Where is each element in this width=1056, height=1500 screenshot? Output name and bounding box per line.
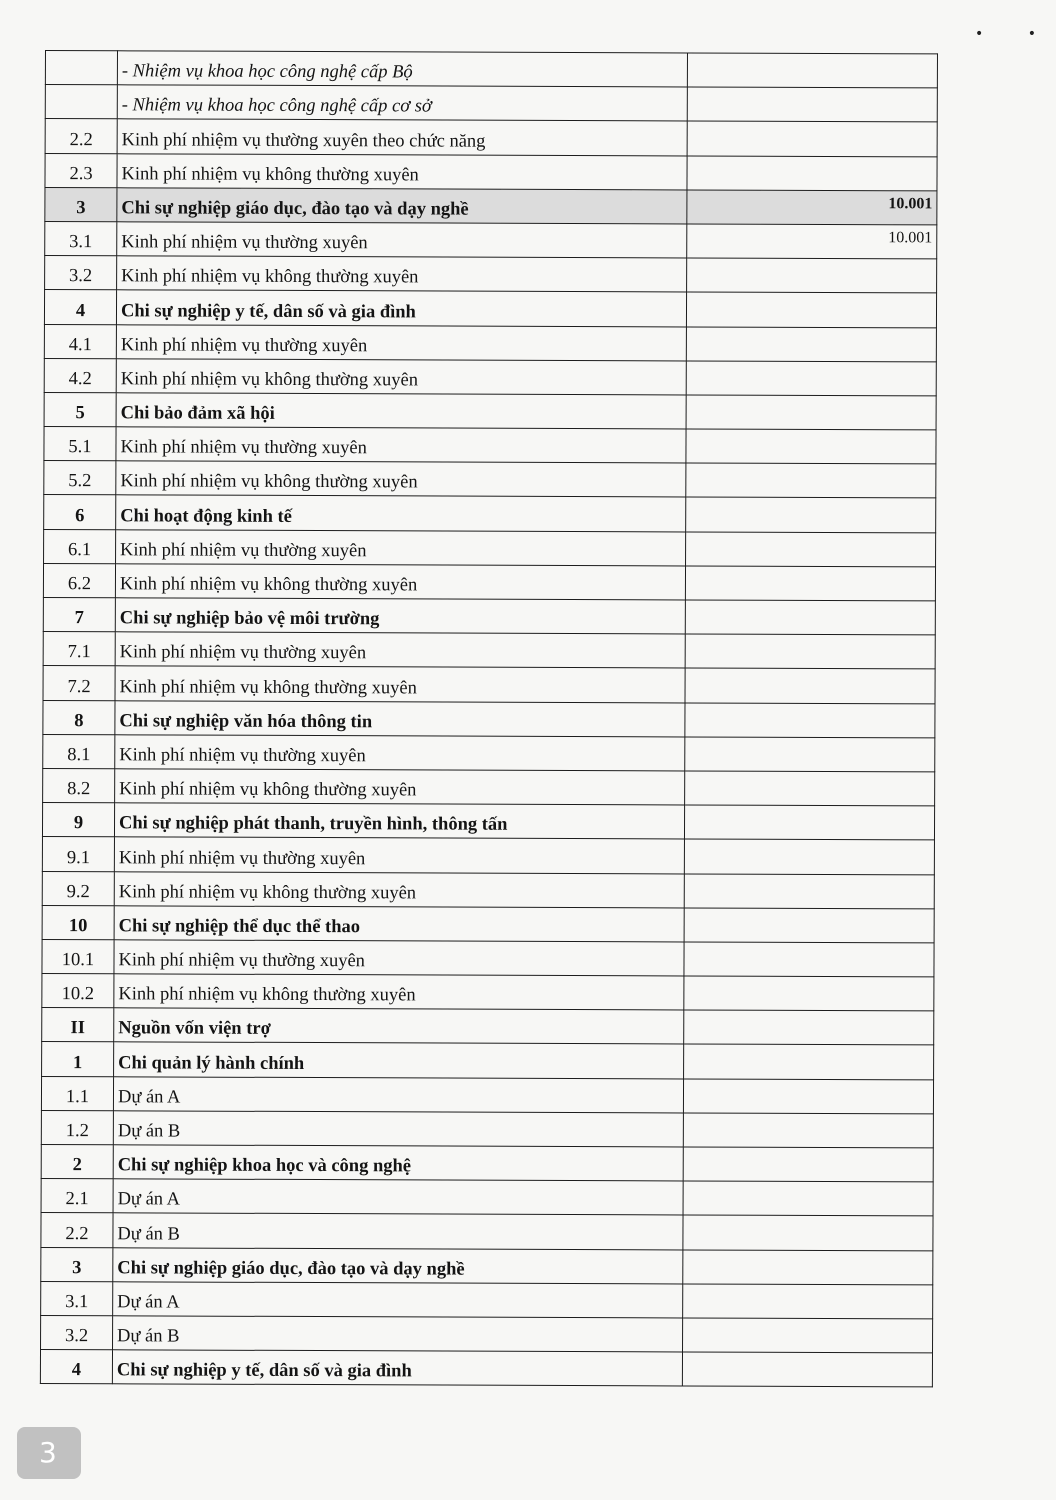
row-description: Dự án B [113, 1111, 683, 1147]
row-number: 4 [40, 1350, 112, 1384]
row-amount [685, 771, 935, 806]
row-description: Chi sự nghiệp bảo vệ môi trường [115, 598, 685, 634]
row-description: - Nhiệm vụ khoa học công nghệ cấp Bộ [117, 51, 687, 87]
row-number: II [42, 1008, 114, 1042]
row-amount [686, 361, 936, 396]
row-number: 9.2 [42, 871, 114, 905]
row-amount [686, 532, 936, 567]
row-amount [686, 395, 936, 430]
table-row [42, 939, 934, 977]
row-number: 9 [42, 803, 114, 837]
row-description: Dự án B [113, 1316, 683, 1352]
row-description: Chi sự nghiệp khoa học và công nghệ [113, 1145, 683, 1181]
table-row [45, 85, 937, 123]
table-row [40, 1350, 932, 1388]
row-description: Kinh phí nhiệm vụ thường xuyên [115, 632, 685, 668]
table-row [41, 1315, 933, 1353]
row-description: Chi quản lý hành chính [114, 1042, 684, 1078]
row-description: Kinh phí nhiệm vụ thường xuyên [115, 735, 685, 771]
row-number: 7 [43, 597, 115, 631]
row-number: 5.2 [44, 461, 116, 495]
row-amount [687, 156, 937, 191]
row-amount [682, 1352, 932, 1387]
budget-table-body [40, 51, 937, 1388]
table-row [43, 666, 935, 704]
row-description: Dự án A [113, 1282, 683, 1318]
row-number: 3.2 [41, 1315, 113, 1349]
corner-marks: • • [975, 26, 1056, 42]
row-description: Chi sự nghiệp phát thanh, truyền hình, thông tấn [114, 803, 684, 839]
budget-table [40, 50, 938, 1388]
row-description: Kinh phí nhiệm vụ không thường xuyên [117, 153, 687, 189]
table-row [44, 392, 936, 430]
row-amount [683, 1318, 933, 1353]
table-row [43, 563, 935, 601]
row-description: Kinh phí nhiệm vụ không thường xuyên [116, 358, 686, 394]
row-description: Chi sự nghiệp giáo dục, đào tạo và dạy nghề [117, 188, 687, 224]
table-row [45, 187, 937, 225]
table-row [43, 597, 935, 635]
page-number-badge: 3 [17, 1427, 81, 1479]
row-description: - Nhiệm vụ khoa học công nghệ cấp cơ sở [117, 85, 687, 121]
row-description: Chi bảo đảm xã hội [116, 393, 686, 429]
row-description: Kinh phí nhiệm vụ không thường xuyên [115, 666, 685, 702]
table-row [44, 461, 936, 499]
row-description: Kinh phí nhiệm vụ thường xuyên [114, 837, 684, 873]
row-amount [684, 839, 934, 874]
row-number: 3 [41, 1247, 113, 1281]
row-description: Chi sự nghiệp y tế, dân số và gia đình [112, 1350, 682, 1386]
row-number: 7.2 [43, 666, 115, 700]
table-row [42, 1042, 934, 1080]
row-number: 4.1 [44, 324, 116, 358]
table-row [44, 529, 936, 567]
table-row [42, 837, 934, 875]
row-description: Dự án A [113, 1076, 683, 1112]
row-amount [683, 1181, 933, 1216]
row-description: Dự án A [113, 1179, 683, 1215]
row-amount [684, 805, 934, 840]
table-row [42, 803, 934, 841]
row-amount [687, 53, 937, 88]
row-amount [687, 258, 937, 293]
row-number: 3 [45, 187, 117, 221]
table-row [45, 221, 937, 259]
table-row [42, 1008, 934, 1046]
row-description: Chi sự nghiệp giáo dục, đào tạo và dạy nghề [113, 1247, 683, 1283]
row-number: 2.1 [41, 1179, 113, 1213]
table-row [44, 427, 936, 465]
table-row [41, 1281, 933, 1319]
row-number [45, 85, 117, 119]
table-row [41, 1076, 933, 1114]
row-description: Kinh phí nhiệm vụ thường xuyên [116, 324, 686, 360]
table-row [43, 768, 935, 806]
row-number: 4.2 [44, 358, 116, 392]
row-description: Kinh phí nhiệm vụ không thường xuyên [115, 564, 685, 600]
row-amount [686, 326, 936, 361]
row-number: 6 [44, 495, 116, 529]
row-description: Kinh phí nhiệm vụ thường xuyên [116, 529, 686, 565]
row-number: 2.2 [45, 119, 117, 153]
row-amount: 10.001 [687, 190, 937, 225]
row-description: Kinh phí nhiệm vụ không thường xuyên [114, 974, 684, 1010]
table-row [41, 1247, 933, 1285]
row-number: 2.2 [41, 1213, 113, 1247]
table-row [44, 290, 936, 328]
table-row [43, 734, 935, 772]
row-amount [687, 121, 937, 156]
row-number: 1 [42, 1042, 114, 1076]
table-row [44, 324, 936, 362]
table-row [44, 358, 936, 396]
row-amount [684, 1044, 934, 1079]
row-number: 8.1 [43, 734, 115, 768]
row-number: 8 [43, 700, 115, 734]
row-amount [683, 1147, 933, 1182]
row-description: Kinh phí nhiệm vụ thường xuyên theo chức năng [117, 119, 687, 155]
table-row [42, 905, 934, 943]
row-description: Chi sự nghiệp thể dục thể thao [114, 905, 684, 941]
row-number: 1.2 [41, 1110, 113, 1144]
row-amount [684, 908, 934, 943]
row-description: Chi sự nghiệp y tế, dân số và gia đình [116, 290, 686, 326]
table-row [41, 1144, 933, 1182]
row-number [45, 51, 117, 85]
table-row [42, 974, 934, 1012]
row-amount [686, 497, 936, 532]
row-amount [683, 1113, 933, 1148]
row-number: 6.2 [43, 563, 115, 597]
row-number: 8.2 [43, 768, 115, 802]
row-description: Kinh phí nhiệm vụ thường xuyên [116, 427, 686, 463]
row-description: Kinh phí nhiệm vụ không thường xuyên [116, 461, 686, 497]
row-number: 10.1 [42, 939, 114, 973]
row-number: 3.1 [45, 221, 117, 255]
row-description: Kinh phí nhiệm vụ không thường xuyên [114, 871, 684, 907]
row-amount [683, 1250, 933, 1285]
row-number: 2.3 [45, 153, 117, 187]
row-amount [683, 1079, 933, 1114]
row-number: 3.2 [45, 256, 117, 290]
table-row [42, 871, 934, 909]
row-amount [685, 634, 935, 669]
row-description: Dự án B [113, 1213, 683, 1249]
row-amount [685, 600, 935, 635]
row-number: 5 [44, 392, 116, 426]
table-row [41, 1110, 933, 1148]
table-row [45, 153, 937, 191]
row-number: 9.1 [42, 837, 114, 871]
table-row [43, 700, 935, 738]
row-number: 2 [41, 1144, 113, 1178]
row-number: 6.1 [44, 529, 116, 563]
table-row [45, 51, 937, 89]
row-number: 10 [42, 905, 114, 939]
row-number: 5.1 [44, 427, 116, 461]
row-amount [686, 292, 936, 327]
row-amount [687, 87, 937, 122]
row-description: Kinh phí nhiệm vụ thường xuyên [117, 222, 687, 258]
table-row [45, 256, 937, 294]
table-row [41, 1179, 933, 1217]
row-amount [685, 703, 935, 738]
row-number: 3.1 [41, 1281, 113, 1315]
row-number: 1.1 [41, 1076, 113, 1110]
row-amount [684, 873, 934, 908]
table-row [41, 1213, 933, 1251]
row-amount [684, 1010, 934, 1045]
row-amount [685, 737, 935, 772]
table-row [45, 119, 937, 157]
row-amount [684, 976, 934, 1011]
row-description: Kinh phí nhiệm vụ không thường xuyên [117, 256, 687, 292]
row-description: Chi sự nghiệp văn hóa thông tin [115, 700, 685, 736]
row-amount [686, 463, 936, 498]
row-description: Kinh phí nhiệm vụ thường xuyên [114, 940, 684, 976]
row-description: Nguồn vốn viện trợ [114, 1008, 684, 1044]
row-amount [685, 668, 935, 703]
row-amount [683, 1215, 933, 1250]
row-amount: 10.001 [687, 224, 937, 259]
row-description: Chi hoạt động kinh tế [116, 495, 686, 531]
row-amount [685, 566, 935, 601]
table-row [44, 495, 936, 533]
row-amount [683, 1284, 933, 1319]
row-amount [684, 942, 934, 977]
row-number: 10.2 [42, 974, 114, 1008]
table-row [43, 632, 935, 670]
row-amount [686, 429, 936, 464]
row-number: 7.1 [43, 632, 115, 666]
row-description: Kinh phí nhiệm vụ không thường xuyên [115, 769, 685, 805]
row-number: 4 [44, 290, 116, 324]
